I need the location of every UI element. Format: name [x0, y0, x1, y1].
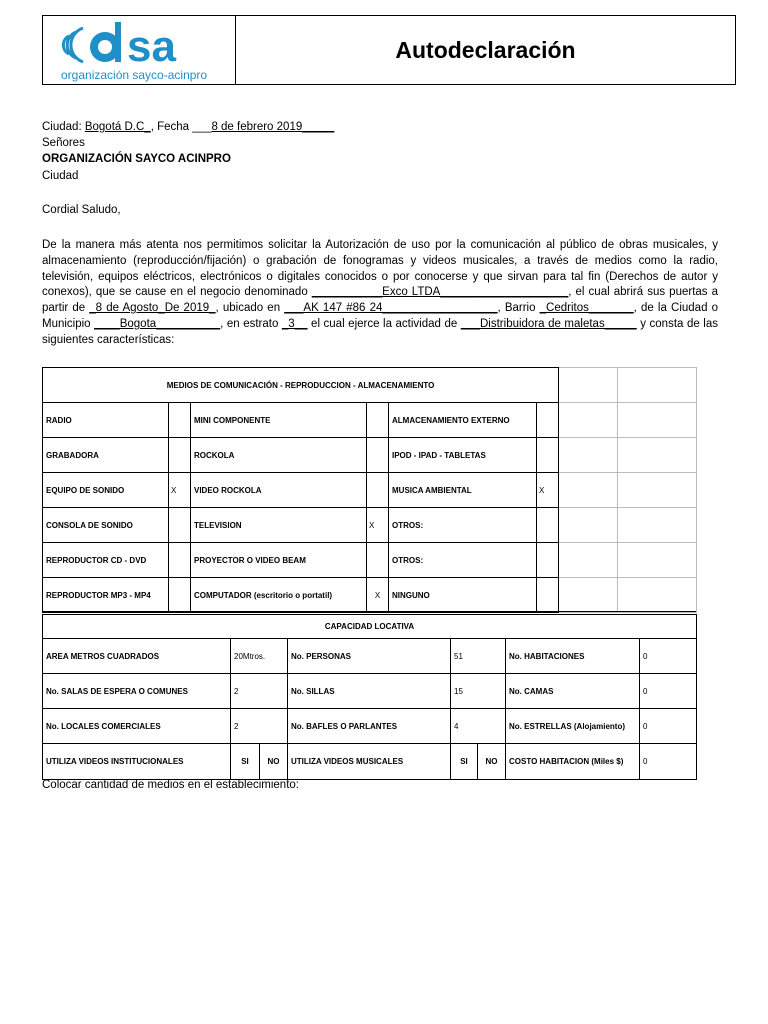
room-cost-label: COSTO HABITACION (Miles $) [506, 744, 640, 780]
institutional-videos-si[interactable]: SI [231, 744, 260, 780]
media-checkbox[interactable] [169, 403, 191, 438]
footer-note: Colocar cantidad de medios en el establecimiento: [42, 779, 299, 791]
capacity-value[interactable]: 2 [231, 674, 288, 709]
capacity-table-heading: CAPACIDAD LOCATIVA [43, 615, 697, 639]
capacity-value[interactable]: 2 [231, 709, 288, 744]
room-cost-value[interactable]: 0 [640, 744, 697, 780]
city-value: Bogotá D.C_ [84, 121, 151, 133]
media-checkbox[interactable]: X [367, 508, 389, 543]
date-value: 8 de febrero 2019_____ [211, 121, 335, 133]
capacity-label: No. BAFLES O PARLANTES [288, 709, 451, 744]
media-label: REPRODUCTOR CD - DVD [43, 543, 169, 578]
media-label: OTROS: [389, 543, 537, 578]
empty-cell [559, 473, 618, 508]
capacity-value[interactable]: 0 [640, 639, 697, 674]
capacity-label: No. CAMAS [506, 674, 640, 709]
empty-cell [559, 368, 618, 403]
logo-subtitle: organización sayco-acinpro [61, 68, 208, 82]
media-label: PROYECTOR O VIDEO BEAM [191, 543, 367, 578]
empty-cell [618, 368, 697, 403]
stratum: _3__ [281, 317, 308, 330]
media-label: CONSOLA DE SONIDO [43, 508, 169, 543]
empty-cell [618, 508, 697, 543]
empty-cell [618, 438, 697, 473]
media-label: IPOD - IPAD - TABLETAS [389, 438, 537, 473]
organization-name: ORGANIZACIÓN SAYCO ACINPRO [42, 153, 231, 165]
capacity-value[interactable]: 0 [640, 674, 697, 709]
empty-cell [559, 508, 618, 543]
media-checkbox[interactable] [537, 508, 559, 543]
media-label: OTROS: [389, 508, 537, 543]
empty-cell [559, 543, 618, 578]
opening-date: _8 de Agosto_De 2019_ [89, 302, 216, 315]
media-label: NINGUNO [389, 578, 537, 613]
media-table [42, 367, 697, 613]
media-label: ALMACENAMIENTO EXTERNO [389, 403, 537, 438]
media-label: VIDEO ROCKOLA [191, 473, 367, 508]
media-label: COMPUTADOR (escritorio o portatil) [191, 578, 367, 613]
paragraph-text: el cual ejerce la actividad de [307, 317, 461, 330]
media-checkbox[interactable]: X [367, 578, 389, 613]
media-label: MINI COMPONENTE [191, 403, 367, 438]
svg-text:sa: sa [127, 22, 176, 70]
business-name: ___________Exco LTDA____________________ [311, 286, 569, 299]
table-separator [42, 611, 696, 612]
institutional-videos-label: UTILIZA VIDEOS INSTITUCIONALES [43, 744, 231, 780]
capacity-label: No. LOCALES COMERCIALES [43, 709, 231, 744]
neighborhood: _Cedritos_______ [539, 302, 634, 315]
media-checkbox[interactable] [367, 473, 389, 508]
media-checkbox[interactable] [537, 543, 559, 578]
empty-cell [559, 578, 618, 613]
osa-logo-graphic [61, 18, 231, 70]
media-checkbox[interactable] [169, 508, 191, 543]
media-label: MUSICA AMBIENTAL [389, 473, 537, 508]
media-checkbox[interactable] [537, 578, 559, 613]
media-label: ROCKOLA [191, 438, 367, 473]
empty-cell [618, 578, 697, 613]
capacity-label: No. ESTRELLAS (Alojamiento) [506, 709, 640, 744]
organization-city: Ciudad [42, 170, 79, 182]
institutional-videos-no[interactable]: NO [260, 744, 288, 780]
capacity-label: No. HABITACIONES [506, 639, 640, 674]
city-label: Ciudad: [42, 121, 85, 133]
capacity-label: No. SALAS DE ESPERA O COMUNES [43, 674, 231, 709]
date-label: , Fecha ___ [150, 121, 212, 133]
media-checkbox[interactable] [169, 578, 191, 613]
media-label: REPRODUCTOR MP3 - MP4 [43, 578, 169, 613]
activity: ___Distribuidora de maletas_____ [460, 317, 637, 330]
media-label: TELEVISION [191, 508, 367, 543]
salutation-to: Señores [42, 137, 85, 149]
capacity-value[interactable]: 4 [451, 709, 506, 744]
media-label: GRABADORA [43, 438, 169, 473]
music-videos-label: UTILIZA VIDEOS MUSICALES [288, 744, 451, 780]
capacity-value[interactable]: 15 [451, 674, 506, 709]
logo [43, 16, 236, 84]
media-checkbox[interactable] [537, 438, 559, 473]
paragraph-text: , ubicado en [215, 302, 285, 315]
media-label: EQUIPO DE SONIDO [43, 473, 169, 508]
empty-cell [618, 473, 697, 508]
capacity-label: No. PERSONAS [288, 639, 451, 674]
media-table-heading: MEDIOS DE COMUNICACIÓN - REPRODUCCION - ALMACENAMIENTO [43, 368, 559, 403]
media-label: RADIO [43, 403, 169, 438]
capacity-value[interactable]: 51 [451, 639, 506, 674]
paragraph-text: , el cual abrirá sus puertas a partir de [42, 286, 719, 315]
media-checkbox[interactable]: X [537, 473, 559, 508]
media-checkbox[interactable] [537, 403, 559, 438]
media-checkbox[interactable] [367, 543, 389, 578]
media-checkbox[interactable] [169, 543, 191, 578]
empty-cell [559, 438, 618, 473]
empty-cell [618, 543, 697, 578]
media-checkbox[interactable] [367, 438, 389, 473]
empty-cell [618, 403, 697, 438]
paragraph-text: , Barrio [497, 302, 540, 315]
municipality: ____Bogota__________ [94, 317, 221, 330]
empty-cell [559, 403, 618, 438]
media-checkbox[interactable] [169, 438, 191, 473]
media-checkbox[interactable] [367, 403, 389, 438]
paragraph-text: , en estrato [220, 317, 282, 330]
address: ___AK 147 #86 24__________________ [284, 302, 498, 315]
media-checkbox[interactable]: X [169, 473, 191, 508]
header-box [42, 15, 736, 85]
paragraph-text: y consta de las siguientes características: [42, 317, 718, 346]
paragraph-text: , de la Ciudad o Municipio [42, 302, 718, 330]
capacity-value[interactable]: 0 [640, 709, 697, 744]
capacity-value[interactable]: 20Mtros. [231, 639, 288, 674]
capacity-label: AREA METROS CUADRADOS [43, 639, 231, 674]
capacity-label: No. SILLAS [288, 674, 451, 709]
music-videos-no[interactable]: NO [478, 744, 506, 780]
paragraph-text: De la manera más atenta nos permitimos solicitar la Autorización de uso por la comunicación al público de obras musicales, y almacenamiento (reproducción/fijación) o grabación de fonogramas y videos musicales, a través de medios como la radio, televisión, equipos eléctricos, electrónicos o digitales conocidos o por conocerse y que sirvan para tal fin (Derechos de autor y conexos), que se cause en el negocio denominado [42, 239, 718, 299]
greeting: Cordial Saludo, [42, 204, 121, 216]
document-title: Autodeclaración [395, 36, 576, 63]
city-date-line [42, 121, 334, 133]
request-paragraph [42, 238, 718, 349]
capacity-table [42, 614, 697, 780]
music-videos-si[interactable]: SI [451, 744, 478, 780]
